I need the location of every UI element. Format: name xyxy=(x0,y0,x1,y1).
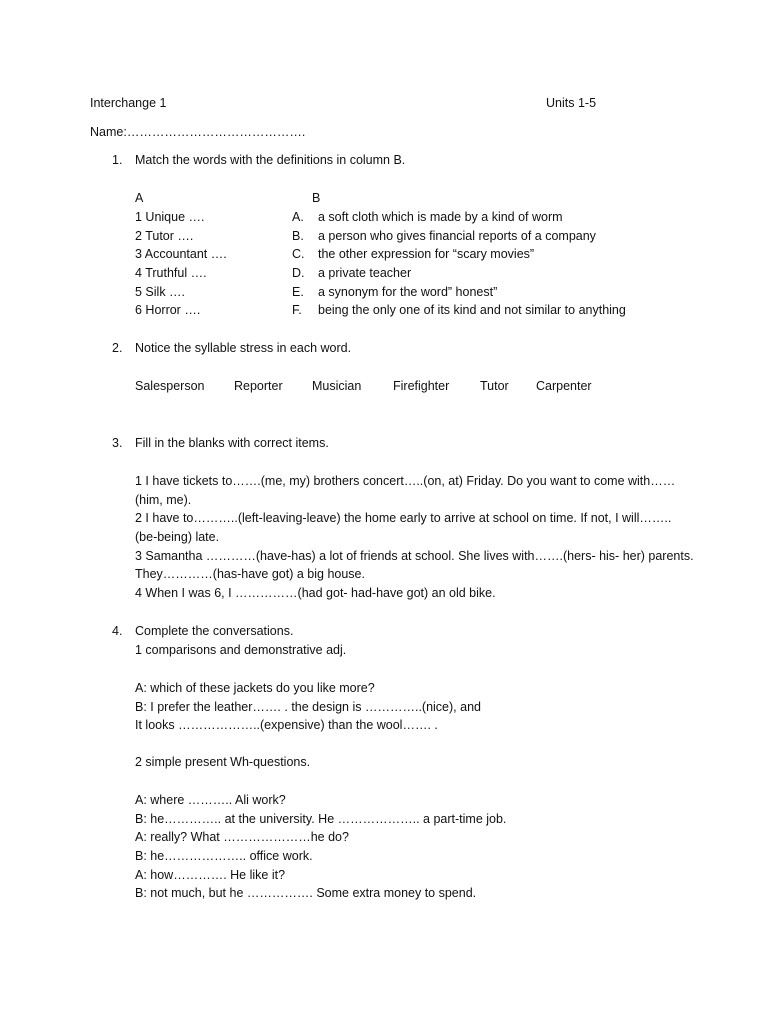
match-row xyxy=(0,208,768,227)
question-1-instruction: Match the words with the definitions in column B. xyxy=(135,153,406,167)
match-letter: A. xyxy=(292,210,304,224)
conversation-1-block xyxy=(135,679,680,735)
dialogue-line: A: really? What …………………he do? xyxy=(135,830,349,845)
blank-sentence-line: They…………(has-have got) a big house. xyxy=(135,567,365,582)
question-4-number: 4. xyxy=(112,624,123,638)
blank-sentence-line: 2 I have to………..(left-leaving-leave) the home early to arrive at school on time. If not, I will…….. xyxy=(135,511,672,526)
match-definition: a soft cloth which is made by a kind of worm xyxy=(318,210,563,224)
blank-sentence-line: 3 Samantha …………(have-has) a lot of friends at school. She lives with…….(hers- his- her) parents. xyxy=(135,548,694,563)
match-word: 1 Unique …. xyxy=(135,210,205,224)
match-letter: F. xyxy=(292,303,302,317)
dialogue-line: A: which of these jackets do you like more? xyxy=(135,681,375,695)
conversation-1-title: 1 comparisons and demonstrative adj. xyxy=(135,643,347,657)
conversation-2-block xyxy=(135,791,680,903)
match-definition: being the only one of its kind and not similar to anything xyxy=(318,303,626,317)
blank-sentence-line: (be-being) late. xyxy=(135,530,220,545)
stress-word: Musician xyxy=(312,379,362,393)
match-row xyxy=(0,227,768,246)
question-3-number: 3. xyxy=(112,436,123,450)
match-letter: E. xyxy=(292,285,304,299)
stress-word: Carpenter xyxy=(536,379,592,393)
match-letter: D. xyxy=(292,266,305,280)
match-letter: C. xyxy=(292,247,305,261)
question-3-instruction: Fill in the blanks with correct items. xyxy=(135,436,329,450)
stress-word: Reporter xyxy=(234,379,283,393)
stress-word: Firefighter xyxy=(393,379,450,393)
match-definition: a private teacher xyxy=(318,266,412,280)
column-b-header: B xyxy=(312,191,321,205)
match-letter: B. xyxy=(292,229,304,243)
name-field-line: Name:……………………………………. xyxy=(90,125,306,139)
blank-sentence-line: (him, me). xyxy=(135,492,192,507)
question-4-instruction: Complete the conversations. xyxy=(135,624,294,638)
match-definition: the other expression for “scary movies” xyxy=(318,247,535,261)
dialogue-line: It looks ………………..(expensive) than the wool……. . xyxy=(135,718,438,733)
dialogue-line: B: he………….. at the university. He ……………….. a part-time job. xyxy=(135,811,507,826)
blank-sentence-line: 1 I have tickets to…….(me, my) brothers concert…..(on, at) Friday. Do you want to come with…… xyxy=(135,474,676,488)
match-word: 6 Horror …. xyxy=(135,303,201,317)
match-row xyxy=(0,301,768,320)
dialogue-line: B: not much, but he ……………. Some extra money to spend. xyxy=(135,886,477,901)
stress-word: Salesperson xyxy=(135,379,205,393)
match-definition: a person who gives financial reports of a company xyxy=(318,229,596,243)
question-2-number: 2. xyxy=(112,341,123,355)
match-row xyxy=(0,283,768,302)
conversation-2-title: 2 simple present Wh-questions. xyxy=(135,755,311,769)
course-title: Interchange 1 xyxy=(90,96,167,110)
question-2-instruction: Notice the syllable stress in each word. xyxy=(135,341,352,355)
match-row xyxy=(0,245,768,264)
match-word: 5 Silk …. xyxy=(135,285,186,299)
dialogue-line: A: where ……….. Ali work? xyxy=(135,793,286,807)
blank-sentence-line: 4 When I was 6, I ……………(had got- had-have got) an old bike. xyxy=(135,586,496,601)
match-definition: a synonym for the word” honest” xyxy=(318,285,498,299)
match-word: 4 Truthful …. xyxy=(135,266,207,280)
dialogue-line: B: I prefer the leather……. . the design is …………..(nice), and xyxy=(135,699,481,714)
question-1-number: 1. xyxy=(112,153,123,167)
dialogue-line: B: he……………….. office work. xyxy=(135,849,313,864)
match-row xyxy=(0,264,768,283)
dialogue-line: A: how…………. He like it? xyxy=(135,867,286,882)
match-word: 3 Accountant …. xyxy=(135,247,227,261)
units-label: Units 1-5 xyxy=(546,96,597,110)
match-word: 2 Tutor …. xyxy=(135,229,194,243)
stress-word: Tutor xyxy=(480,379,509,393)
fill-in-blanks-block xyxy=(135,472,694,603)
column-a-header: A xyxy=(135,191,144,205)
